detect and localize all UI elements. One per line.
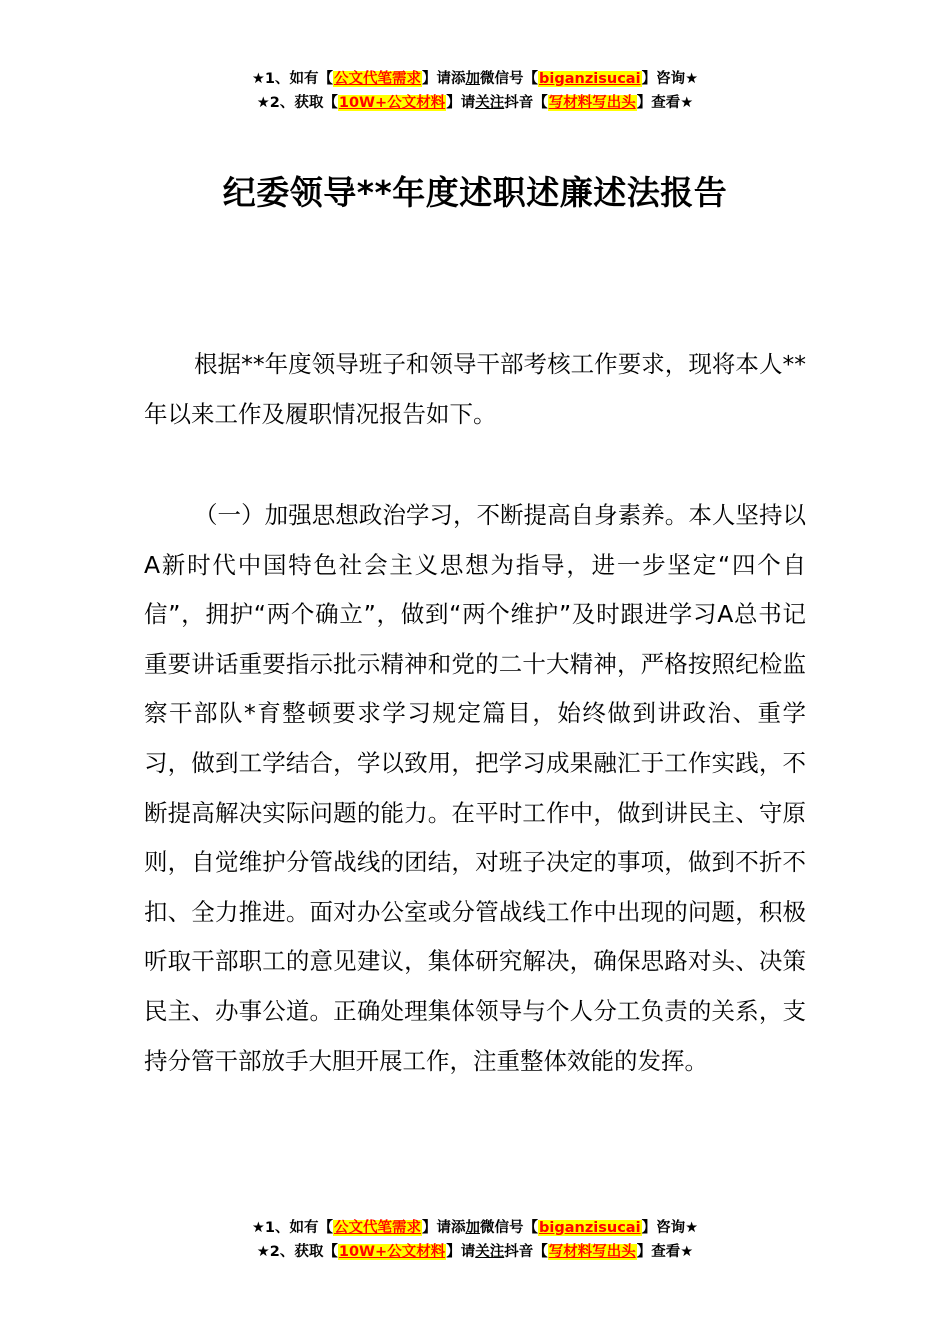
paragraph-intro: 根据**年度领导班子和领导干部考核工作要求，现将本人**年以来工作及履职情况报告如下。 — [144, 350, 806, 428]
banner-highlight-wechat-id: biganzisucai — [539, 1220, 641, 1236]
banner-text: 】咨询★ — [641, 1220, 699, 1236]
banner-underlined-text: 加 — [465, 71, 481, 87]
banner-text: 抖音【 — [504, 1244, 548, 1260]
banner-text: 】请添 — [422, 71, 466, 87]
document-title: 纪委领导**年度述职述廉述法报告 — [222, 173, 728, 213]
banner-text: ★2、获取【 — [256, 1244, 338, 1260]
banner-highlight-service: 公文代笔需求 — [334, 1220, 422, 1236]
banner-line-douyin — [0, 1240, 950, 1264]
banner-text: 】咨询★ — [641, 71, 699, 87]
footer-banner — [0, 1216, 950, 1264]
banner-highlight-douyin-id: 写材料写出头 — [548, 95, 636, 111]
banner-underlined-text: 加 — [465, 1220, 481, 1236]
banner-text: ★1、如有【 — [251, 1220, 334, 1236]
banner-text: 微信号【 — [480, 71, 539, 87]
banner-text: ★2、获取【 — [256, 95, 338, 111]
banner-highlight-materials: 10W+公文材料 — [338, 1244, 446, 1260]
banner-highlight-materials: 10W+公文材料 — [338, 95, 446, 111]
banner-highlight-service: 公文代笔需求 — [334, 71, 422, 87]
banner-underlined-text: 关注 — [475, 1244, 505, 1260]
banner-text: 】查看★ — [636, 95, 694, 111]
header-banner — [0, 67, 950, 115]
banner-text: ★1、如有【 — [251, 71, 334, 87]
paragraph-section-one: （一）加强思想政治学习，不断提高自身素养。本人坚持以A新时代中国特色社会主义思想为指导，进一步坚定“四个自信”，拥护“两个确立”，做到“两个维护”及时跟进学习A总书记重要讲话重要指示批示精神和党的二十大精神，严格按照纪检监察干部队*育整顿要求学习规定篇目，始终做到讲政治、重学习，做到工学结合，学以致用，把学习成果融汇于工作实践，不断提高解决实际问题的能力。在平时工作中，做到讲民主、守原则，自觉维护分管战线的团结，对班子决定的事项，做到不折不扣、全力推进。面对办公室或分管战线工作中出现的问题，积极听取干部职工的意见建议，集体研究解决，确保思路对头、决策民主、办事公道。正确处理集体领导与个人分工负责的关系，支持分管干部放手大胆开展工作，注重整体效能的发挥。 — [144, 501, 806, 1075]
banner-highlight-douyin-id: 写材料写出头 — [548, 1244, 636, 1260]
banner-underlined-text: 关注 — [475, 95, 505, 111]
banner-highlight-wechat-id: biganzisucai — [539, 71, 641, 87]
banner-text: 】查看★ — [636, 1244, 694, 1260]
banner-text: 】请 — [446, 1244, 476, 1260]
banner-line-wechat — [0, 67, 950, 91]
banner-text: 】请添 — [422, 1220, 466, 1236]
banner-line-douyin — [0, 91, 950, 115]
banner-text: 】请 — [446, 95, 476, 111]
banner-line-wechat — [0, 1216, 950, 1240]
banner-text: 微信号【 — [480, 1220, 539, 1236]
banner-text: 抖音【 — [504, 95, 548, 111]
